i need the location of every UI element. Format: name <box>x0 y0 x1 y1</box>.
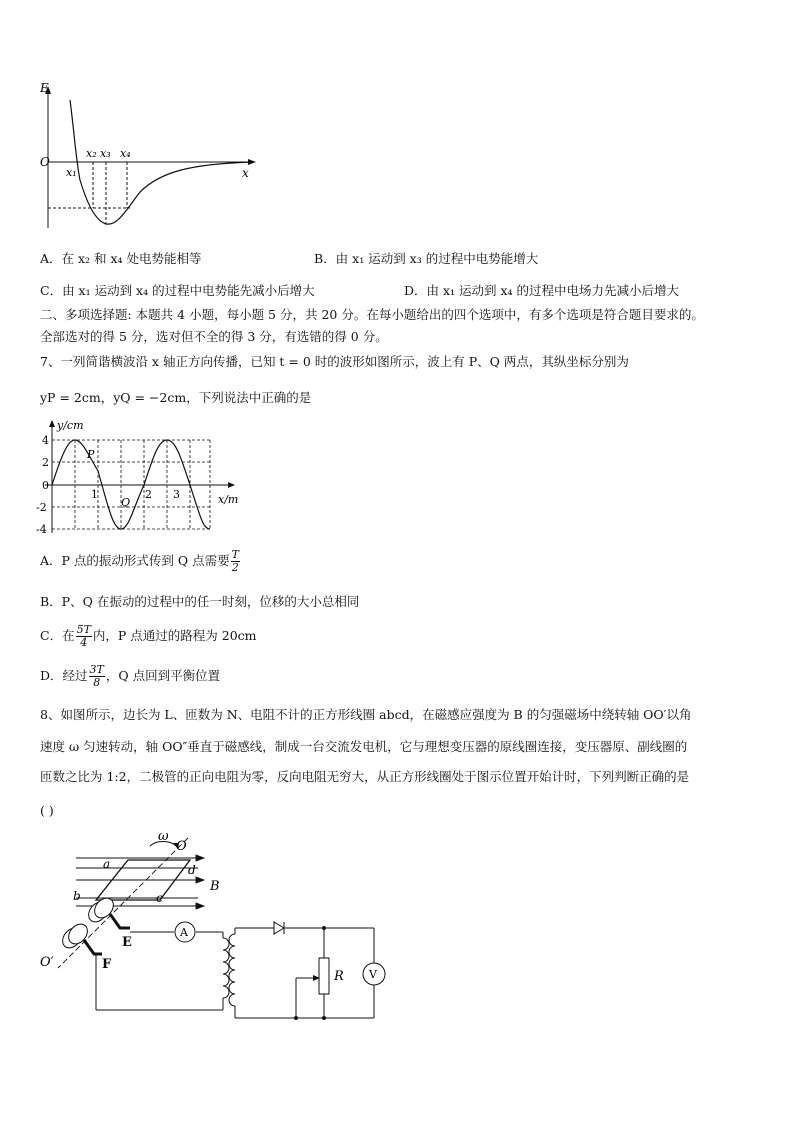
section-heading-line1: 二、多项选择题: 本题共 4 小题，每小题 5 分，共 20 分。在每小题给出的四个选项中，有多个选项是符合题目要求的。 <box>40 307 704 322</box>
q7-option-a-prefix: A． <box>40 553 62 568</box>
q7-option-c-text: 内，P 点通过的路程为 20cm <box>92 628 257 643</box>
q8-answer-blank: ( ) <box>40 803 54 818</box>
q7-option-a <box>40 546 241 576</box>
brush-f-label: F <box>102 957 112 972</box>
brush-e-label: E <box>122 935 132 950</box>
x-tick-2: 2 <box>145 488 152 501</box>
origin-label: O <box>40 155 50 169</box>
q8-stem-line3: 匝数之比为 1:2，二极管的正向电阻为零，反向电阻无穷大，从正方形线圈处于图示位置开始计时，下列判断正确的是 <box>40 769 690 784</box>
y-axis-label: y/cm <box>57 419 84 432</box>
q7-option-c-fraction <box>76 624 92 649</box>
q7-option-d-prefix: D．经过 <box>40 668 88 683</box>
q7-option-d-fraction <box>89 664 105 689</box>
corner-c-label: c <box>156 891 163 905</box>
fraction-numerator: 5T <box>76 623 91 636</box>
y-tick-2: 2 <box>42 456 49 469</box>
corner-a-label: a <box>103 857 111 871</box>
y-tick-neg4: -4 <box>36 523 47 536</box>
fraction-numerator: T <box>231 548 239 561</box>
q7-option-d-text: ，Q 点回到平衡位置 <box>105 668 221 683</box>
voltmeter-label: V <box>369 968 377 981</box>
x4-label: x₄ <box>120 147 131 160</box>
q7-option-c-prefix: C．在 <box>40 628 75 643</box>
axis-o-label: O <box>176 839 187 854</box>
e-axis-label: E <box>40 81 49 95</box>
fraction-numerator: 3T <box>89 663 104 676</box>
x3-label: x₃ <box>100 147 111 160</box>
q7-stem-line2: yP = 2cm，yQ = −2cm，下列说法中正确的是 <box>40 390 312 405</box>
q7-stem-line1: 7、一列简谐横波沿 x 轴正方向传播，已知 t = 0 时的波形如图所示，波上有 P、Q 两点，其纵坐标分别为 <box>40 354 629 369</box>
point-q-label: Q <box>121 496 131 509</box>
q6-option-c: C．由 x₁ 运动到 x₄ 的过程中电势能先减小后增大 <box>40 283 315 298</box>
y-tick-4: 4 <box>42 434 49 447</box>
x-axis-label: x/m <box>218 493 239 506</box>
q6-option-d: D．由 x₁ 运动到 x₄ 的过程中电场力先减小后增大 <box>404 283 680 298</box>
omega-label: ω <box>158 829 169 844</box>
field-b-label: B <box>210 879 220 894</box>
q7-option-d <box>40 661 220 691</box>
x-tick-1: 1 <box>91 488 98 501</box>
q6-option-b: B．由 x₁ 运动到 x₃ 的过程中电势能增大 <box>314 251 539 266</box>
section-heading-line2: 全部选对的得 5 分，选对但不全的得 3 分，有选错的得 0 分。 <box>40 329 388 344</box>
wave-graph <box>35 416 245 536</box>
y-tick-0: 0 <box>42 479 49 492</box>
fraction-denominator: 2 <box>231 561 239 574</box>
y-tick-neg2: -2 <box>36 501 47 514</box>
axis-o-prime-label: O′ <box>40 955 54 970</box>
x1-label: x₁ <box>66 166 77 179</box>
corner-d-label: d <box>188 863 196 877</box>
x2-label: x₂ <box>86 147 97 160</box>
fraction-denominator: 4 <box>80 636 88 649</box>
generator-circuit-diagram <box>38 828 388 1028</box>
q8-stem-line1: 8、如图所示，边长为 L、匝数为 N、电阻不计的正方形线圈 abcd，在磁感应强度为 B 的匀强磁场中绕转轴 OO′以角 <box>40 707 692 722</box>
x-tick-3: 3 <box>173 488 180 501</box>
x-axis-label: x <box>242 166 249 180</box>
corner-b-label: b <box>73 889 81 903</box>
q8-stem-line2: 速度 ω 匀速转动，轴 OO″垂直于磁感线，制成一台交流发电机，它与理想变压器的原线圈连接，变压器原、副线圈的 <box>40 739 688 754</box>
q7-option-b: B．P、Q 在振动的过程中的任一时刻，位移的大小总相同 <box>40 594 360 609</box>
q6-option-a: A．在 x₂ 和 x₄ 处电势能相等 <box>40 251 202 266</box>
q7-option-a-text: P 点的振动形式传到 Q 点需要 <box>61 553 230 568</box>
resistor-r-label: R <box>334 969 344 984</box>
e-x-graph <box>30 80 260 240</box>
ammeter-label: A <box>180 926 188 939</box>
q7-option-c <box>40 621 257 651</box>
point-p-label: P <box>87 448 95 461</box>
fraction-denominator: 8 <box>93 676 101 689</box>
q7-option-a-fraction <box>231 549 240 574</box>
